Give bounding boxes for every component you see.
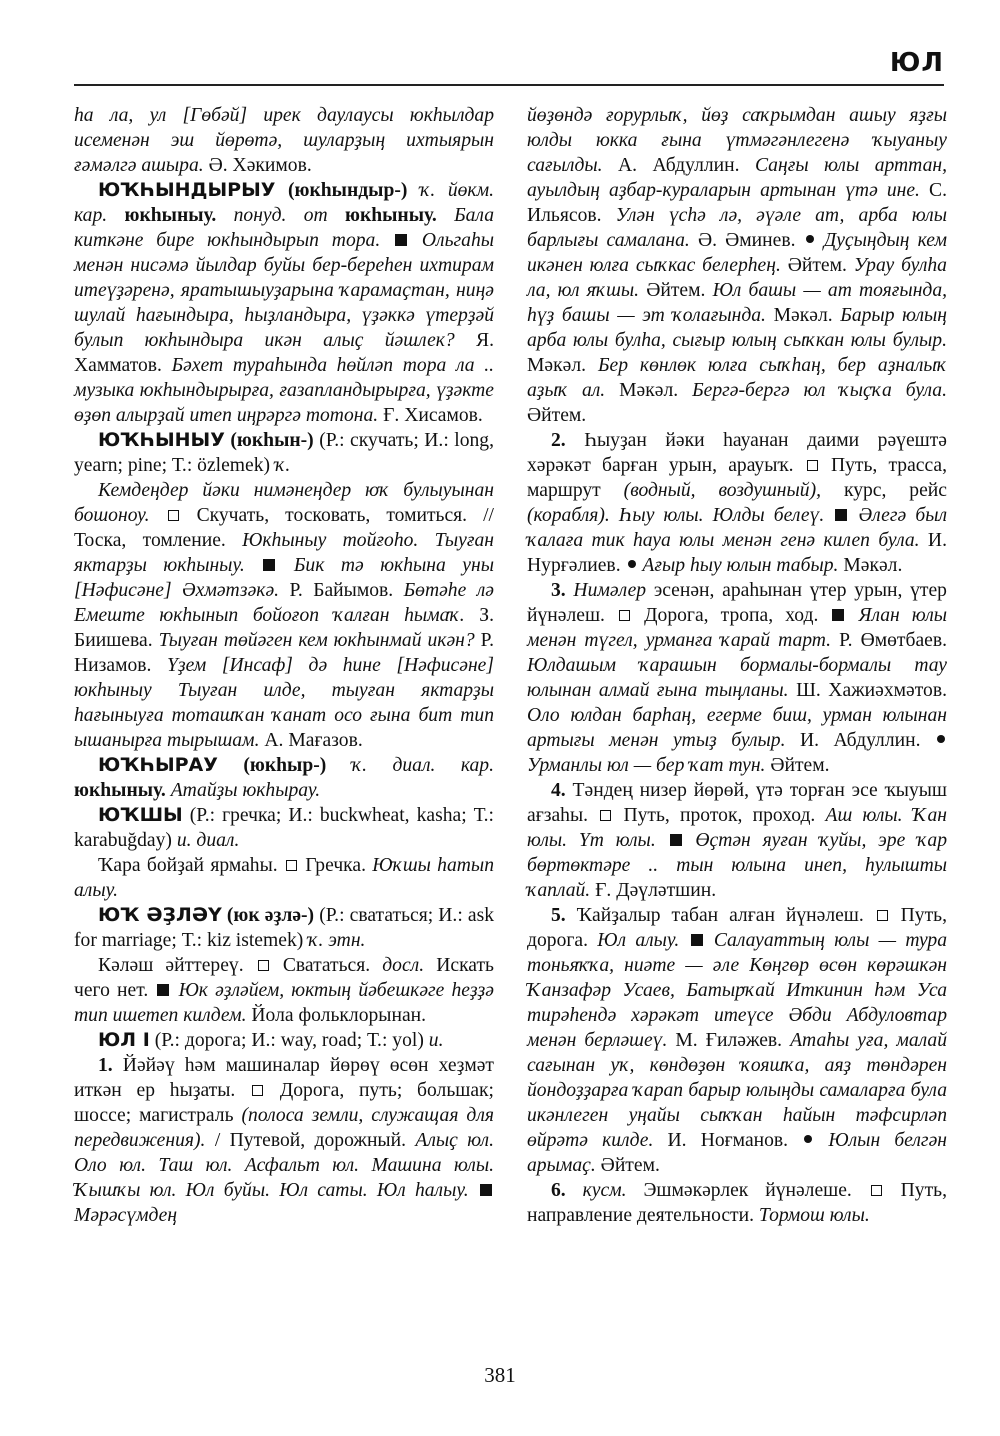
- sense-4: [527, 778, 947, 903]
- example-text: Оло юлдан барһаң, егерме биш, урман юлынан артығы менән утыҙ булыр.: [527, 705, 947, 751]
- author: Р. Байымов.: [289, 580, 394, 601]
- example-marker-icon: [670, 834, 682, 846]
- example-text: Бергә-бергә юл ҡыҫҡа була.: [692, 380, 947, 401]
- author: А. Абдуллин.: [618, 155, 740, 176]
- header-rule: [74, 84, 944, 86]
- author: Ә. Хәкимов.: [208, 155, 312, 176]
- headword: ЮҠҺЫРАУ: [98, 754, 218, 776]
- headword: ЮҠҺЫНДЫРЫУ: [98, 179, 276, 201]
- example-text: Өҫтән яуған ҡуйы, эре ҡар бөртөктәре .. тын юлына инеп, һулышты ҡаплай.: [527, 830, 948, 901]
- russian-translation: Путь, направление деятельности.: [527, 1180, 947, 1226]
- author: Р. Низамов.: [74, 630, 494, 676]
- russian-marker-icon: [619, 610, 630, 621]
- pos-label: ҡ.: [274, 455, 291, 476]
- sense-number: 1.: [98, 1055, 113, 1076]
- right-column: [527, 103, 947, 1228]
- author: Ш. Хажиәхмәтов.: [796, 680, 948, 701]
- example-text: Аш юлы. Ҡан юлы. Үт юлы.: [527, 805, 947, 851]
- author: Мәкәл.: [619, 380, 679, 401]
- example-text: Юл башы — ат тояғында, һүҙ башы — эт ҡолағында.: [527, 280, 948, 326]
- sense-number: 5.: [551, 905, 566, 926]
- sense-number: 3.: [551, 580, 566, 601]
- author: Мәкәл.: [527, 355, 587, 376]
- russian-translation: Свататься.: [282, 955, 371, 976]
- author: Ғ. Хисамов.: [383, 405, 483, 426]
- example-text: Барыр юлың арба юлы булһа, сығыр юлың сыҡкан юлы булыр.: [527, 305, 948, 351]
- russian-gloss: (водный, воздушный),: [623, 480, 822, 501]
- sense-6: [527, 1178, 947, 1228]
- definition-text: Һыуҙан йәки һауанан даими рәүештә хәрәкәт барған урын, арауыҡ.: [527, 430, 947, 476]
- author: Әйтем.: [770, 755, 830, 776]
- translations: (Р.: гречка; И.: buckwheat, kasha; Т.: karabuğday): [74, 805, 494, 851]
- example-marker-icon: [263, 559, 275, 571]
- cross-ref: юкһыныу.: [124, 205, 217, 226]
- russian-marker-icon: [871, 1185, 882, 1196]
- russian-translation: Путь, трасса, маршрут: [527, 455, 948, 501]
- example-text: Бөтәһе лә Емеште юкһынып бойоғоп ҡалған һымаҡ.: [74, 580, 494, 626]
- entry-continuation: [527, 103, 947, 428]
- example-text: Юҡшы һатып алыу.: [74, 855, 494, 901]
- pos-label: и. диал.: [176, 830, 240, 851]
- example-text: Ялан юлы менән түгел, урманға ҡарай тарт.: [527, 605, 948, 651]
- entry-continuation: [74, 103, 494, 178]
- example-marker-icon: [691, 934, 703, 946]
- russian-translation: Гречка.: [305, 855, 366, 876]
- example-text: һа ла, ул [Гөбәй] ирек даулаусы юкһылдар исеменән эш йөрөтә, шуларҙың ихтыярын ғәмәлгә ашыра.: [74, 105, 494, 176]
- author: З. Биишева.: [74, 605, 494, 651]
- russian-translation: Скучать, тосковать, томиться. // Тоска, томление.: [74, 505, 495, 551]
- proverb-marker-icon: [806, 235, 814, 243]
- example-text: Урау булһа ла, юл яҡшы.: [527, 255, 947, 301]
- entry-yukhynyu: [74, 428, 494, 478]
- author: Әйтем.: [787, 255, 847, 276]
- definition-text: эсенән, араһынан үтер урын, үтер йүнәлеш.: [527, 580, 947, 626]
- example-text: Тормош юлы.: [758, 1205, 870, 1226]
- author: Әйтем.: [646, 280, 706, 301]
- definition-text: Нимәлер: [573, 580, 647, 601]
- author: И. Нурғәлиев.: [527, 530, 947, 576]
- proverb-marker-icon: [937, 735, 945, 743]
- russian-gloss: (полоса земли, служащая для передвижения).: [74, 1105, 494, 1151]
- example-text: Тыуған төйәген кем юкһынмай икән?: [158, 630, 475, 651]
- sense-number: 2.: [551, 430, 566, 451]
- grammar-stem: (юкһындыр-): [288, 180, 408, 201]
- author: Әйтем.: [600, 1155, 660, 1176]
- definition: [74, 478, 494, 753]
- pos-label: и.: [428, 1030, 444, 1051]
- russian-translation: курс, рейс: [843, 480, 947, 501]
- example-text: Атаһы уға, малай сағынан уҡ, көндөҙөн ҡояшҡа, аяҙ төндәрен йондоҙҙарға ҡарап барыр юлыңды самаларға була икәнлеген уңайы сыҡҡан һайын тәфсирләп өйрәтә килде.: [527, 1030, 948, 1151]
- author: Мәкәл.: [773, 305, 833, 326]
- author: Ғ. Дәүләтшин.: [595, 880, 717, 901]
- grammar-stem: (юк әҙлә-): [226, 905, 315, 926]
- label-literal: досл.: [382, 955, 425, 976]
- author: Я. Хамматов.: [74, 330, 494, 376]
- definition: [74, 853, 494, 903]
- example-text: Юлын белгән арымаҫ.: [527, 1130, 947, 1176]
- translation-note: понуд. от: [233, 205, 328, 226]
- sense-3: [527, 578, 947, 778]
- entry-yukshy: [74, 803, 494, 853]
- example-text: йөҙөндә ғорурлыҡ, йөҙ саҡрымдан ашыу яҙғы юлды юкка ғына үтмәгәнлегенә ҡыуаныу сағылды.: [527, 105, 947, 176]
- russian-marker-icon: [168, 510, 179, 521]
- definition: [74, 953, 494, 1028]
- example-text: Ағыр һыу юлын табыр.: [642, 555, 839, 576]
- russian-translation: Дорога, путь; большак; шоссе; магистраль: [74, 1080, 494, 1126]
- entry-yuk-ezleu: [74, 903, 494, 953]
- example-text: Салауаттың юлы — тура тоньяҡҡа, ниәте — әле Көңгөр өсөн көрәшкән Ҡанзафәр Усаев, Батырҡай Иткинин һәм Уса тирәһендә хәрәкәт итеүсе Әбди Абдуловтар менән берләшеү.: [527, 930, 948, 1051]
- example-text: Ольгаһы менән нисәмә йылдар буйы бер-береһен ихтирам итеүҙәренә, яратышыуҙарына ҡарамаҫтан, ниңә шулай һағындыра, һыҙландыра, үҙәккә үтерҙәй булып юкһындыра икән алыҫ йәшлек?: [74, 230, 495, 351]
- author: Р. Өмөтбаев.: [839, 630, 947, 651]
- author: Ә. Әминев.: [697, 230, 796, 251]
- example-text: Һыу юлы. Юлды белеү.: [618, 505, 825, 526]
- translations: (Р.: свататься; И.: ask for marriage; Т.: kiz istemek): [74, 905, 494, 951]
- russian-gloss: (корабля).: [527, 505, 610, 526]
- russian-translation: Дорога, тропа, ход.: [644, 605, 819, 626]
- example-marker-icon: [832, 609, 844, 621]
- author: И. Абдуллин.: [799, 730, 921, 751]
- author: Йола фольклорынан.: [251, 1005, 427, 1026]
- translations: (Р.: скучать; И.: long, yearn; pine; Т.: özlemek): [74, 430, 494, 476]
- definition-text: Ҡара бойҙай ярмаһы.: [98, 855, 278, 876]
- entry-yukhyrau: [74, 753, 494, 803]
- sense-number: 4.: [551, 780, 566, 801]
- example-marker-icon: [395, 234, 407, 246]
- proverb-marker-icon: [804, 1135, 812, 1143]
- author: С. Ильясов.: [527, 180, 947, 226]
- example-text: Юкһыныу тойғоһо. Тыуған яктарҙы юкһыныу.: [74, 530, 494, 576]
- grammar-stem: (юкһыр-): [243, 755, 327, 776]
- example-text: Дуҫыңдың кем икәнен юлға сыҡкас белерһең.: [527, 230, 947, 276]
- example-text: Әлегә был ҡалаға тик һауа юлы менән генә килеп була.: [527, 505, 948, 551]
- author: А. Мағазов.: [264, 730, 363, 751]
- definition-text: Тәндең низер йөрөй, үтә торған эсе ҡыуыш ағзаһы.: [527, 780, 947, 826]
- russian-marker-icon: [286, 860, 297, 871]
- example-text: Бәхет тураһында һөйләп тора ла .. музыка юкһындырырға, ғазапландырырға, үҙәкте өҙөп алырҙай итеп иңрәргә тотона.: [74, 355, 494, 426]
- russian-marker-icon: [600, 810, 611, 821]
- usage-label: кусм.: [582, 1180, 627, 1201]
- author: Әйтем.: [527, 405, 587, 426]
- entry-yukhyndyryu: [74, 178, 494, 428]
- example-text: Атайҙы юкһырау.: [170, 780, 321, 801]
- definition-text: Кәләш әйттереү.: [98, 955, 244, 976]
- pos-label: ҡ. диал. кар.: [351, 755, 494, 776]
- example-text: Юлдашым ҡарашын бормалы-бормалы тау юлынан алмай ғына тыңланы.: [527, 655, 947, 701]
- example-marker-icon: [835, 509, 847, 521]
- pos-label: ҡ. йөкм. кар.: [74, 180, 495, 226]
- grammar-stem: (юкһын-): [230, 430, 314, 451]
- headword: ЮЛ I: [98, 1029, 150, 1051]
- russian-translation: / Путевой, дорожный.: [214, 1130, 406, 1151]
- example-text: Үҙем [Инсаф] дә һине [Нәфисәне] юкһыныу Тыуған илде, тыуған яктарҙы һағыныуға тоташҡан ҡанат осо ғына бит тип ышанырға тырышам.: [74, 655, 494, 751]
- author: И. Ноғманов.: [667, 1130, 789, 1151]
- example-text: Юл алыу.: [597, 930, 680, 951]
- example-text: Саңғы юлы арттан, ауылдың аҙбар-кураларын артынан үтә ине.: [527, 155, 947, 201]
- headword: ЮҠШЫ: [98, 804, 183, 826]
- example-text: Юк әҙләйем, юктың йәбешкәге һеҙҙә тип ишетеп килдем.: [74, 980, 494, 1026]
- russian-marker-icon: [877, 910, 888, 921]
- translations: (Р.: дорога; И.: way, road; Т.: yol): [154, 1030, 424, 1051]
- example-text: Мәрәсүмдең: [74, 1205, 178, 1226]
- cross-ref: юкһыныу.: [344, 205, 437, 226]
- sense-2: [527, 428, 947, 578]
- example-text: Урманлы юл — бер ҡат тун.: [527, 755, 766, 776]
- author: М. Ғиләжев.: [675, 1030, 783, 1051]
- sense-number: 6.: [551, 1180, 566, 1201]
- page-number: 381: [484, 1363, 516, 1387]
- pos-label: ҡ. этн.: [308, 930, 366, 951]
- example-marker-icon: [157, 984, 169, 996]
- russian-translation: Путь, дорога.: [527, 905, 948, 951]
- left-column: [74, 103, 494, 1228]
- example-text: Улән үсһә лә, әүәле ат, арба юлы барлығы самалана.: [527, 205, 947, 251]
- sense-1: [74, 1053, 494, 1228]
- example-text: Бик тә юкһына уны [Нәфисәне] Әхмәтзәкә.: [74, 555, 494, 601]
- cross-ref: юкһыныу.: [74, 780, 166, 801]
- definition-text: Ҡайҙалыр табан алған йүнәлеш.: [576, 905, 864, 926]
- proverb-marker-icon: [628, 560, 636, 568]
- running-head: ЮЛ: [889, 48, 944, 78]
- author: Мәкәл.: [843, 555, 903, 576]
- headword: ЮҠҺЫНЫУ: [98, 429, 225, 451]
- russian-marker-icon: [807, 460, 818, 471]
- definition-text: Эшмәкәрлек йүнәлеше.: [643, 1180, 852, 1201]
- entry-yul: [74, 1028, 494, 1053]
- sense-5: [527, 903, 947, 1178]
- definition-text: Йәйәү һәм машиналар йөрөү өсөн хеҙмәт иткән ер һыҙаты.: [74, 1055, 494, 1101]
- example-text: Алыҫ юл. Оло юл. Таш юл. Асфальт юл. Машина юлы. Ҡышҡы юл. Юл буйы. Юл саты. Юл һалыу.: [74, 1130, 494, 1201]
- russian-marker-icon: [258, 960, 269, 971]
- russian-marker-icon: [252, 1085, 263, 1096]
- example-marker-icon: [480, 1184, 492, 1196]
- example-text: Бала киткәне бире юкһындырып тора.: [74, 205, 495, 251]
- definition-text: Кемдеңдер йәки нимәнеңдер юҡ булыуынан бошоноу.: [74, 480, 494, 526]
- russian-translation: Искать чего нет.: [74, 955, 494, 1001]
- russian-translation: Путь, проток, проход.: [623, 805, 816, 826]
- headword: ЮҠ ӘҘЛӘҮ: [98, 904, 222, 926]
- example-text: Бер көнлөк юлға сыҡһаң, бер аҙналыҡ аҙыҡ ал.: [527, 355, 947, 401]
